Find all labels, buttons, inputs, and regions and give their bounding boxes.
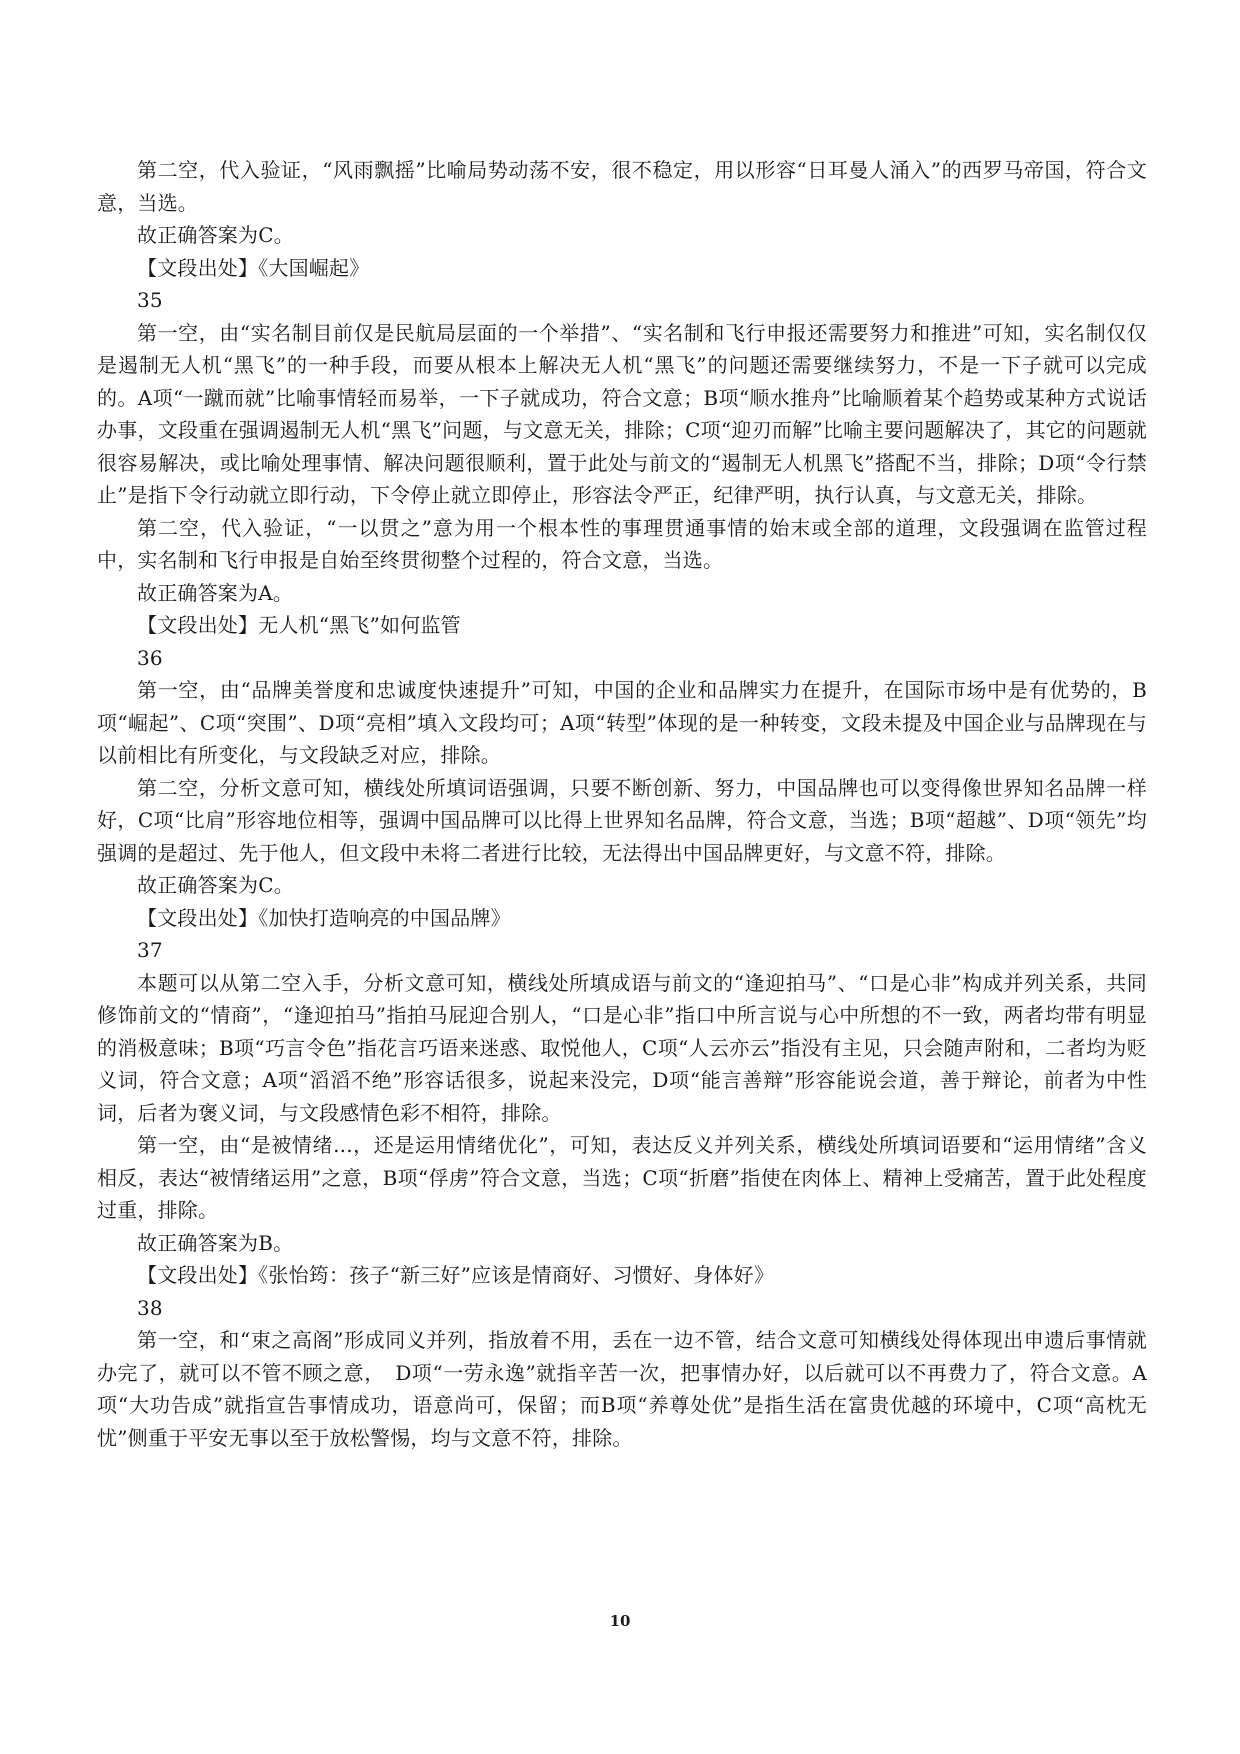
source-line: 【文段出处】《张怡筠：孩子“新三好”应该是情商好、习惯好、身体好》 xyxy=(137,1263,775,1287)
answer-line: 故正确答案为C。 xyxy=(137,223,294,247)
paragraph: 本题可以从第二空入手，分析文意可知，横线处所填成语与前文的“逢迎拍马”、“口是心非”构成并列关系，共同修饰前文的“情商”，“逢迎拍马”指拍马屁迎合别人，“口是心非”指口中所言说与心中所想的不一致，两者均带有明显的消极意味；B项“巧言令色”指花言巧语来迷惑、取悦他人，C项“人云亦云”指没有主见，只会随声附和，二者均为贬义词，符合文意；A项“滔滔不绝”形容话很多，说起来没完，D项“能言善辩”形容能说会道，善于辩论，前者为中性词，后者为褒义词，与文段感情色彩不相符，排除。 xyxy=(97,970,1147,1125)
answer-line: 故正确答案为B。 xyxy=(137,1230,294,1255)
document-body xyxy=(97,154,1147,1454)
paragraph: 第二空，分析文意可知，横线处所填词语强调，只要不断创新、努力，中国品牌也可以变得像世界知名品牌一样好，C项“比肩”形容地位相等，强调中国品牌可以比得上世界知名品牌，符合文意，当选；B项“超越”、D项“领先”均强调的是超过、先于他人，但文段中未将二者进行比较，无法得出中国品牌更好，与文意不符，排除。 xyxy=(97,775,1147,865)
answer-line: 故正确答案为A。 xyxy=(137,580,294,605)
question-number: 38 xyxy=(137,1295,163,1320)
source-line: 【文段出处】无人机“黑飞”如何监管 xyxy=(137,613,461,637)
paragraph: 第二空，代入验证，“风雨飘摇”比喻局势动荡不安，很不稳定，用以形容“日耳曼人涌入”的西罗马帝国，符合文意，当选。 xyxy=(97,158,1147,215)
source-line: 【文段出处】《大国崛起》 xyxy=(137,255,370,280)
answer-line: 故正确答案为C。 xyxy=(137,873,294,897)
question-number: 37 xyxy=(137,938,163,962)
question-number: 36 xyxy=(137,645,163,670)
paragraph: 第一空，由“品牌美誉度和忠诚度快速提升”可知，中国的企业和品牌实力在提升，在国际市场中是有优势的，B项“崛起”、C项“突围”、D项“亮相”填入文段均可；A项“转型”体现的是一种转变，文段未提及中国企业与品牌现在与以前相比有所变化，与文段缺乏对应，排除。 xyxy=(97,678,1147,767)
paragraph: 第一空，和“束之高阁”形成同义并列，指放着不用，丢在一边不管，结合文意可知横线处得体现出申遗后事情就办完了，就可以不管不顾之意， D项“一劳永逸”就指辛苦一次，把事情办好，以后就可以不再费力了，符合文意。A项“大功告成”就指宣告事情成功，语意尚可，保留；而B项“养尊处优”是指生活在富贵优越的环境中，C项“高枕无忧”侧重于平安无事以至于放松警惕，均与文意不符，排除。 xyxy=(97,1328,1147,1450)
paragraph: 第一空，由“是被情绪...，还是运用情绪优化”，可知，表达反义并列关系，横线处所填词语要和“运用情绪”含义相反，表达“被情绪运用”之意，B项“俘虏”符合文意，当选；C项“折磨”指使在肉体上、精神上受痛苦，置于此处程度过重，排除。 xyxy=(97,1133,1147,1222)
source-line: 【文段出处】《加快打造响亮的中国品牌》 xyxy=(137,905,511,930)
paragraph: 第二空，代入验证，“一以贯之”意为用一个根本性的事理贯通事情的始末或全部的道理，文段强调在监管过程中，实名制和飞行申报是自始至终贯彻整个过程的，符合文意，当选。 xyxy=(97,515,1147,572)
paragraph: 第一空，由“实名制目前仅是民航局层面的一个举措”、“实名制和飞行申报还需要努力和推进”可知，实名制仅仅是遏制无人机“黑飞”的一种手段，而要从根本上解决无人机“黑飞”的问题还需要继续努力，不是一下子就可以完成的。A项“一蹴而就”比喻事情轻而易举，一下子就成功，符合文意；B项“顺水推舟”比喻顺着某个趋势或某种方式说话办事，文段重在强调遏制无人机“黑飞”问题，与文意无关，排除；C项“迎刃而解”比喻主要问题解决了，其它的问题就很容易解决，或比喻处理事情、解决问题很顺利，置于此处与前文的“遏制无人机黑飞”搭配不当，排除；D项“令行禁止”是指下令行动就立即行动，下令停止就立即停止，形容法令严正，纪律严明，执行认真，与文意无关，排除。 xyxy=(97,320,1147,507)
page-number: 10 xyxy=(609,1612,631,1630)
question-number: 35 xyxy=(137,288,163,312)
